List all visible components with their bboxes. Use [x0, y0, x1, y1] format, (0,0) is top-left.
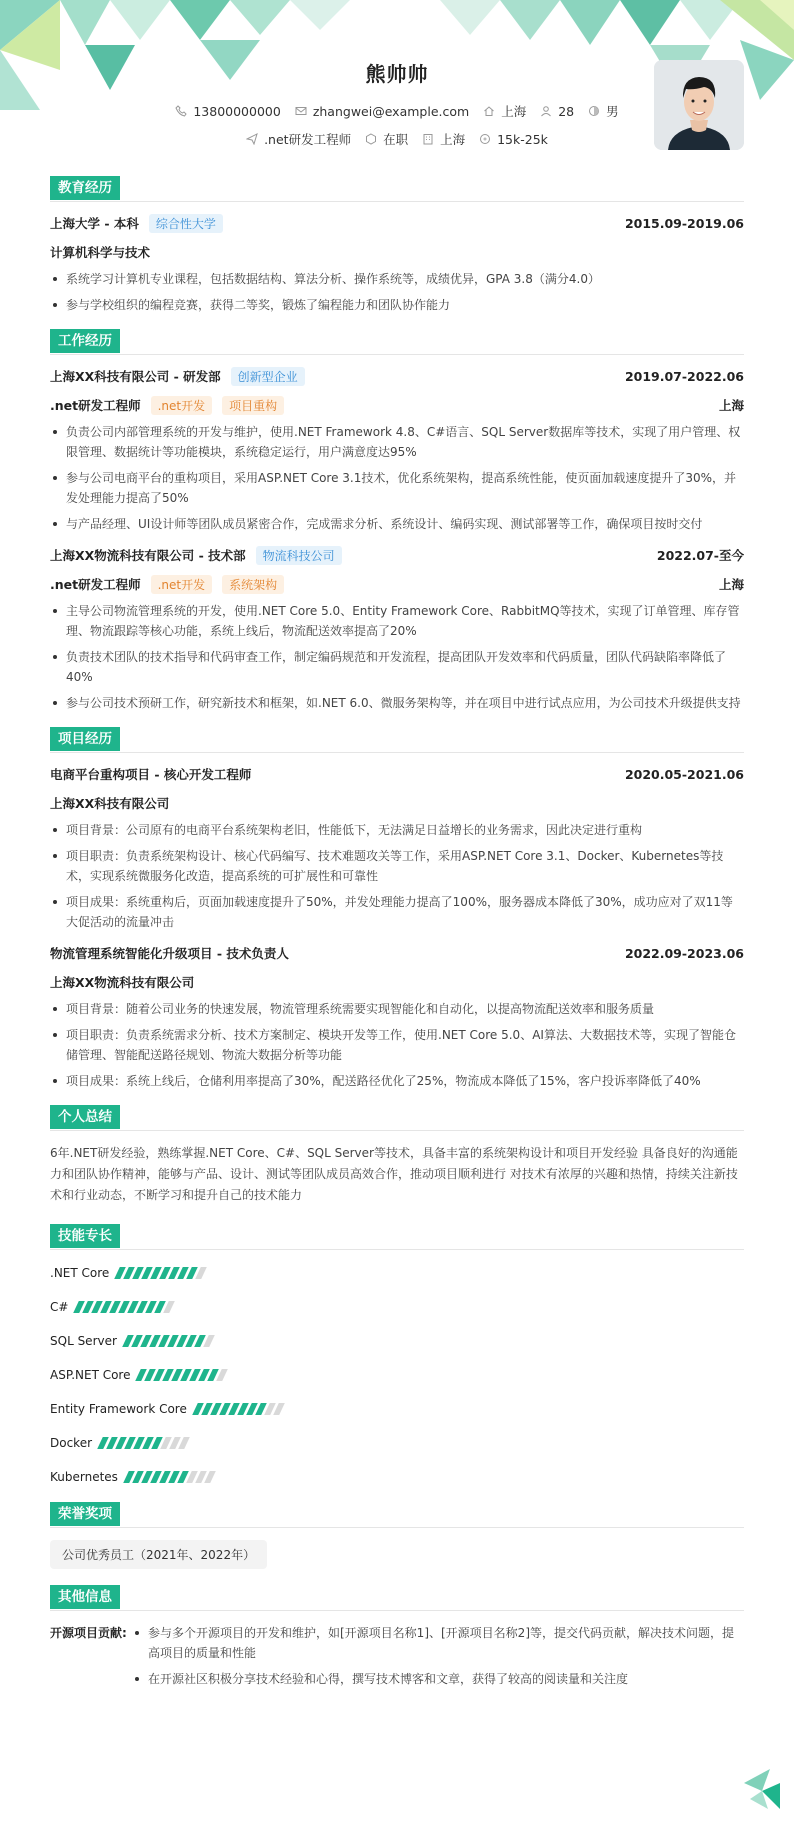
project-name: 物流管理系统智能化升级项目 - 技术负责人 [50, 946, 289, 961]
avatar [654, 60, 744, 150]
skills-list [50, 1264, 744, 1486]
summary-text: 6年.NET研发经验，熟练掌握.NET Core、C#、SQL Server等技术，具备丰富的系统架构设计和项目开发经验 具备良好的沟通能力和团队协作精神，能够与产品、设计、测试等团队成员高效合作，推动项目顺利进行 对技术有浓厚的兴趣和热情，持续关注新技术和行业动态，不断学习和提升自己的技术能力 [50, 1146, 738, 1202]
list-item: 主导公司物流管理系统的开发，使用.NET Core 5.0、Entity Framework Core、RabbitMQ等技术，实现了订单管理、库存管理、物流跟踪等核心功能，系统上线后，物流配送效率提高了20% [50, 601, 744, 641]
role-row [50, 396, 744, 414]
project-period: 2020.05-2021.06 [624, 766, 744, 782]
city-item [483, 102, 526, 120]
skill-row [50, 1366, 744, 1384]
project-name: 电商平台重构项目 - 核心开发工程师 [50, 767, 252, 782]
section-header [50, 1224, 744, 1250]
section-header [50, 1502, 744, 1528]
status-icon [365, 133, 377, 145]
project-bullets [50, 999, 744, 1091]
award-badge: 公司优秀员工（2021年、2022年） [50, 1540, 267, 1569]
section-title: 教育经历 [50, 176, 120, 200]
other-section [50, 1585, 744, 1695]
open-source-block [50, 1623, 744, 1695]
age-text: 28 [558, 103, 575, 119]
phone-item [175, 104, 280, 119]
work-location: 上海 [718, 577, 744, 592]
role-title: .net研发工程师 [50, 577, 141, 592]
skill-row [50, 1434, 744, 1452]
work-bullets [50, 601, 744, 713]
work-period: 2019.07-2022.06 [624, 368, 744, 384]
project-item [50, 944, 744, 1091]
skill-level-bar [138, 1369, 225, 1381]
skill-name: ASP.NET Core [50, 1368, 131, 1382]
project-item [50, 765, 744, 932]
skill-name: C# [50, 1300, 69, 1314]
mail-icon [295, 105, 307, 117]
skill-level-bar [126, 1471, 213, 1483]
candidate-name: 熊帅帅 [365, 62, 429, 86]
phone-text: 13800000000 [193, 103, 281, 119]
send-icon [246, 133, 258, 145]
section-divider [50, 1130, 744, 1131]
project-row [50, 944, 744, 962]
list-item: 负责公司内部管理系统的开发与维护，使用.NET Framework 4.8、C#语言、SQL Server数据库等技术，实现了用户管理、权限管理、数据统计等功能模块，系统稳定运行，用户满意度达95% [50, 422, 744, 462]
role-tag: .net开发 [151, 396, 213, 415]
gender-item [588, 102, 619, 120]
list-item: 参与多个开源项目的开发和维护，如[开源项目名称1]、[开源项目名称2]等，提交代码贡献，解决技术问题，提高项目的质量和性能 [132, 1623, 744, 1663]
section-divider [50, 201, 744, 202]
list-item: 项目职责：负责系统需求分析、技术方案制定、模块开发等工作，使用.NET Core 5.0、AI算法、大数据技术等，实现了智能仓储管理、智能配送路径规划、物流大数据分析等功能 [50, 1025, 744, 1065]
salary-item [479, 132, 548, 147]
list-item: 负责技术团队的技术指导和代码审查工作，制定编码规范和开发流程，提高团队开发效率和代码质量，团队代码缺陷率降低了40% [50, 647, 744, 687]
list-item: 与产品经理、UI设计师等团队成员紧密合作，完成需求分析、系统设计、编码实现、测试部署等工作，确保项目按时交付 [50, 514, 744, 534]
project-bullets [50, 820, 744, 932]
list-item: 项目成果：系统上线后，仓储利用率提高了30%，配送路径优化了25%，物流成本降低了15%，客户投诉率降低了40% [50, 1071, 744, 1091]
projects-section [50, 727, 744, 1091]
section-header [50, 176, 744, 202]
list-item: 在开源社区积极分享技术经验和心得，撰写技术博客和文章，获得了较高的阅读量和关注度 [132, 1669, 744, 1689]
role-tag: 系统架构 [222, 575, 284, 594]
skill-segment [217, 1369, 229, 1381]
phone-icon [175, 105, 187, 117]
summary-section [50, 1105, 744, 1206]
project-row [50, 765, 744, 783]
skill-row [50, 1400, 744, 1418]
skill-name: Entity Framework Core [50, 1402, 187, 1416]
company-tag: 物流科技公司 [256, 546, 342, 565]
status-item [365, 130, 408, 148]
salary-text: 15k-25k [497, 131, 548, 147]
skill-segment [164, 1301, 176, 1313]
skill-row [50, 1468, 744, 1486]
education-section [50, 176, 744, 315]
work-section [50, 329, 744, 713]
work-bullets [50, 422, 744, 534]
building-icon [422, 133, 434, 145]
section-divider [50, 752, 744, 753]
education-row [50, 214, 744, 232]
resume-header [50, 0, 744, 160]
skill-level-bar [125, 1335, 212, 1347]
major: 计算机科学与技术 [50, 245, 151, 260]
skill-name: SQL Server [50, 1334, 117, 1348]
school-tag: 综合性大学 [149, 214, 223, 233]
open-source-bullets [132, 1623, 744, 1695]
section-divider [50, 1249, 744, 1250]
list-item: 参与公司技术预研工作，研究新技术和框架，如.NET 6.0、微服务架构等，并在项目中进行试点应用，为公司技术升级提供支持 [50, 693, 744, 713]
list-item: 参与公司电商平台的重构项目，采用ASP.NET Core 3.1技术，优化系统架构，提高系统性能，使页面加载速度提升了30%，并发处理能力提高了50% [50, 468, 744, 508]
company-row [50, 546, 744, 564]
skill-level-bar [195, 1403, 282, 1415]
honors-section [50, 1502, 744, 1569]
work-period: 2022.07-至今 [656, 548, 744, 563]
skill-segment [195, 1267, 207, 1279]
gender-icon [588, 105, 600, 117]
status-text: 在职 [383, 132, 409, 147]
skill-row [50, 1332, 744, 1350]
company-tag: 创新型企业 [231, 367, 305, 386]
contact-row [50, 102, 744, 120]
skill-row [50, 1264, 744, 1282]
company-name: 上海XX物流科技有限公司 - 技术部 [50, 548, 246, 563]
list-item: 项目职责：负责系统架构设计、核心代码编写、技术难题攻关等工作，采用ASP.NET Core 3.1、Docker、Kubernetes等技术，实现系统微服务化改造，提高系统的可扩展性和可靠性 [50, 846, 744, 886]
list-item: 项目背景：随着公司业务的快速发展，物流管理系统需要实现智能化和自动化，以提高物流配送效率和服务质量 [50, 999, 744, 1019]
skill-level-bar [117, 1267, 204, 1279]
project-company: 上海XX科技有限公司 [50, 796, 170, 811]
section-divider [50, 1527, 744, 1528]
project-period: 2022.09-2023.06 [624, 945, 744, 961]
list-item: 项目背景：公司原有的电商平台系统架构老旧，性能低下，无法满足日益增长的业务需求，因此决定进行重构 [50, 820, 744, 840]
section-title: 工作经历 [50, 329, 120, 353]
skill-row [50, 1298, 744, 1316]
skill-name: Docker [50, 1436, 93, 1450]
company-row [50, 367, 744, 385]
work-location: 上海 [718, 398, 744, 413]
company-name: 上海XX科技有限公司 - 研发部 [50, 369, 221, 384]
skill-level-bar [100, 1437, 187, 1449]
section-title: 荣誉奖项 [50, 1502, 120, 1526]
home-icon [483, 105, 495, 117]
education-bullets [50, 269, 744, 315]
section-header [50, 329, 744, 355]
list-item: 项目成果：系统重构后，页面加载速度提升了50%，并发处理能力提高了100%，服务器成本降低了30%，成功应对了双11等大促活动的流量冲击 [50, 892, 744, 932]
salary-icon [479, 133, 491, 145]
city-text: 上海 [501, 104, 527, 119]
section-header [50, 727, 744, 753]
school-name: 上海大学 - 本科 [50, 216, 139, 231]
gender-text: 男 [606, 104, 619, 119]
work-item [50, 546, 744, 713]
role-tag: .net开发 [151, 575, 213, 594]
list-item: 参与学校组织的编程竞赛，获得二等奖，锻炼了编程能力和团队协作能力 [50, 295, 744, 315]
work-city-item [422, 130, 465, 148]
project-company: 上海XX物流科技有限公司 [50, 975, 195, 990]
user-icon [540, 105, 552, 117]
section-title: 其他信息 [50, 1585, 120, 1609]
section-divider [50, 354, 744, 355]
skill-segment [178, 1437, 190, 1449]
open-source-label: 开源项目贡献: [50, 1626, 127, 1640]
section-title: 项目经历 [50, 727, 120, 751]
skill-name: Kubernetes [50, 1470, 118, 1484]
section-title: 技能专长 [50, 1224, 120, 1248]
role-title: .net研发工程师 [50, 398, 141, 413]
age-item [540, 104, 574, 119]
skills-section [50, 1224, 744, 1486]
position-text: .net研发工程师 [264, 132, 352, 147]
skill-name: .NET Core [50, 1266, 110, 1280]
education-period: 2015.09-2019.06 [624, 215, 744, 231]
email-item [295, 104, 469, 119]
list-item: 系统学习计算机专业课程，包括数据结构、算法分析、操作系统等，成绩优异，GPA 3.8（满分4.0） [50, 269, 744, 289]
corner-decoration [744, 1769, 780, 1809]
section-title: 个人总结 [50, 1105, 120, 1129]
job-intent-row [50, 130, 744, 148]
skill-level-bar [76, 1301, 172, 1313]
email-text: zhangwei@example.com [312, 103, 470, 119]
role-row [50, 575, 744, 593]
position-item [246, 130, 351, 148]
section-header [50, 1585, 744, 1611]
work-item [50, 367, 744, 534]
work-city-text: 上海 [440, 132, 466, 147]
section-header [50, 1105, 744, 1131]
section-divider [50, 1610, 744, 1611]
role-tag: 项目重构 [222, 396, 284, 415]
